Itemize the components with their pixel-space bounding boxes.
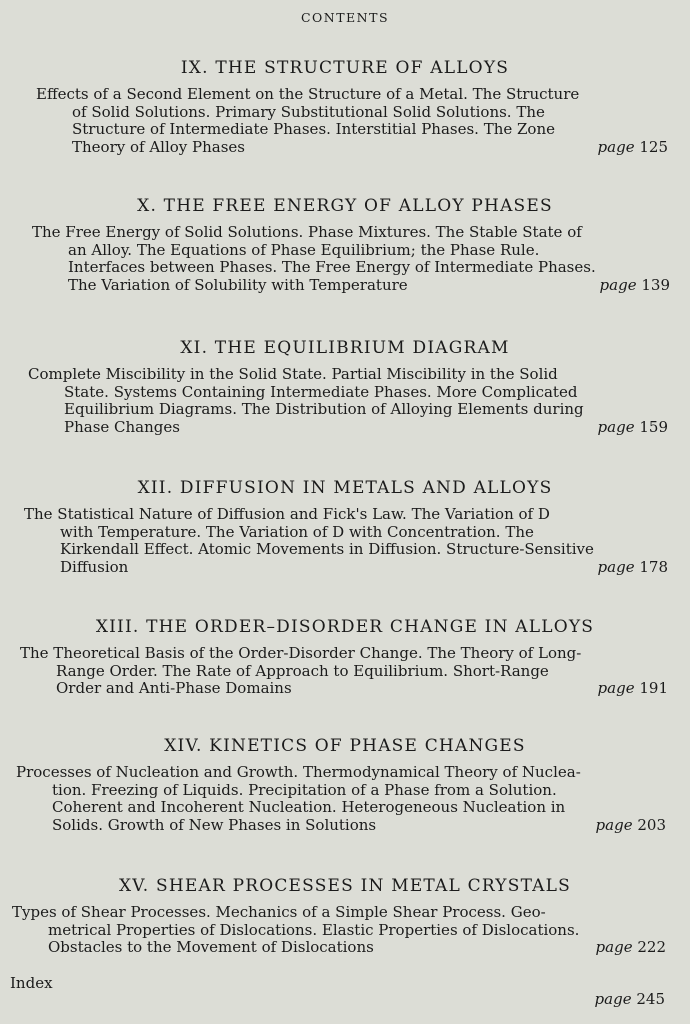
page-number: 245 xyxy=(636,990,665,1008)
description-line: tion. Freezing of Liquids. Precipitation of a Phase from a Solution. xyxy=(52,780,557,799)
chapter-description xyxy=(16,764,666,834)
page-ref xyxy=(598,559,668,577)
chapter-title: XV. SHEAR PROCESSES IN METAL CRYSTALS xyxy=(119,876,571,896)
chapter-title: XIII. THE ORDER–DISORDER CHANGE IN ALLOYS xyxy=(95,617,595,637)
page-ref xyxy=(598,139,668,157)
page-label: page xyxy=(597,679,635,697)
chapter-entry xyxy=(0,58,690,156)
page-label: page xyxy=(599,275,637,294)
chapter-entry xyxy=(0,736,690,834)
description-line: Coherent and Incoherent Nucleation. Heterogeneous Nucleation in xyxy=(52,798,566,816)
chapter-entry xyxy=(0,876,690,957)
description-line: Processes of Nucleation and Growth. Thermodynamical Theory of Nuclea- xyxy=(16,763,581,781)
description-line: Equilibrium Diagrams. The Distribution of Alloying Elements during xyxy=(64,400,584,418)
chapter-entry xyxy=(0,478,690,576)
page-number: 222 xyxy=(637,938,666,956)
page-number: 159 xyxy=(639,417,668,436)
description-line: with Temperature. The Variation of D with Concentration. The xyxy=(60,522,534,541)
chapter-entry xyxy=(0,196,690,294)
description-line: Kirkendall Effect. Atomic Movements in Diffusion. Structure-Sensitive xyxy=(60,540,594,558)
page-label: page xyxy=(597,137,635,156)
description-line: metrical Properties of Dislocations. Elastic Properties of Dislocations. xyxy=(48,920,580,939)
chapter-description xyxy=(20,645,668,698)
page-label: page xyxy=(595,815,633,834)
description-line: The Theoretical Basis of the Order-Disorder Change. The Theory of Long- xyxy=(20,644,582,662)
description-line: Phase Changes xyxy=(64,417,180,436)
page-number: 178 xyxy=(639,557,668,576)
page-ref xyxy=(600,277,670,295)
description-line: Order and Anti-Phase Domains xyxy=(56,679,292,697)
page-number: 203 xyxy=(637,815,666,834)
description-line: Range Order. The Rate of Approach to Equilibrium. Short-Range xyxy=(56,661,549,680)
description-line: Effects of a Second Element on the Structure of a Metal. The Structure xyxy=(36,85,580,103)
chapter-title: IX. THE STRUCTURE OF ALLOYS xyxy=(180,58,510,78)
page-number: 139 xyxy=(641,275,670,294)
page-number: 125 xyxy=(639,137,668,156)
chapter-description xyxy=(28,366,668,436)
chapter-entry xyxy=(0,338,690,436)
description-line: Complete Miscibility in the Solid State. Partial Miscibility in the Solid xyxy=(28,365,558,383)
chapter-title: X. THE FREE ENERGY OF ALLOY PHASES xyxy=(137,196,553,216)
chapter-description xyxy=(12,904,666,957)
description-line: Theory of Alloy Phases xyxy=(72,137,246,156)
index-page-ref xyxy=(10,990,665,1008)
chapter-entry xyxy=(0,617,690,698)
description-line: Obstacles to the Movement of Dislocations xyxy=(48,938,374,956)
description-line: Solids. Growth of New Phases in Solutions xyxy=(52,815,377,834)
description-line: The Free Energy of Solid Solutions. Phase Mixtures. The Stable State of xyxy=(32,223,582,241)
page-ref xyxy=(596,817,666,835)
chapter-title: XIV. KINETICS OF PHASE CHANGES xyxy=(164,736,526,756)
description-line: Diffusion xyxy=(60,557,129,576)
description-line: Interfaces between Phases. The Free Energy of Intermediate Phases. xyxy=(68,258,596,276)
running-header: CONTENTS xyxy=(300,10,390,25)
page-label: page xyxy=(594,990,632,1008)
page-number: 191 xyxy=(639,679,668,697)
page-label: page xyxy=(595,938,633,956)
description-line: The Statistical Nature of Diffusion and Fick's Law. The Variation of D xyxy=(24,505,550,523)
description-line: The Variation of Solubility with Temperature xyxy=(68,275,408,294)
page-label: page xyxy=(597,557,635,576)
description-line: of Solid Solutions. Primary Substitutional Solid Solutions. The xyxy=(72,102,545,121)
page-label: page xyxy=(597,417,635,436)
description-line: State. Systems Containing Intermediate Phases. More Complicated xyxy=(64,382,578,401)
description-line: an Alloy. The Equations of Phase Equilibrium; the Phase Rule. xyxy=(68,240,540,259)
description-line: Structure of Intermediate Phases. Interstitial Phases. The Zone xyxy=(72,120,555,138)
chapter-title: XI. THE EQUILIBRIUM DIAGRAM xyxy=(180,338,510,358)
page-ref xyxy=(598,419,668,437)
chapter-description xyxy=(32,224,670,294)
chapter-description xyxy=(36,86,668,156)
chapter-description xyxy=(24,506,668,576)
description-line: Types of Shear Processes. Mechanics of a Simple Shear Process. Geo- xyxy=(12,903,546,921)
page-ref xyxy=(596,939,666,957)
page-ref xyxy=(598,680,668,698)
chapter-title: XII. DIFFUSION IN METALS AND ALLOYS xyxy=(137,478,553,498)
index-label: Index xyxy=(10,974,53,992)
